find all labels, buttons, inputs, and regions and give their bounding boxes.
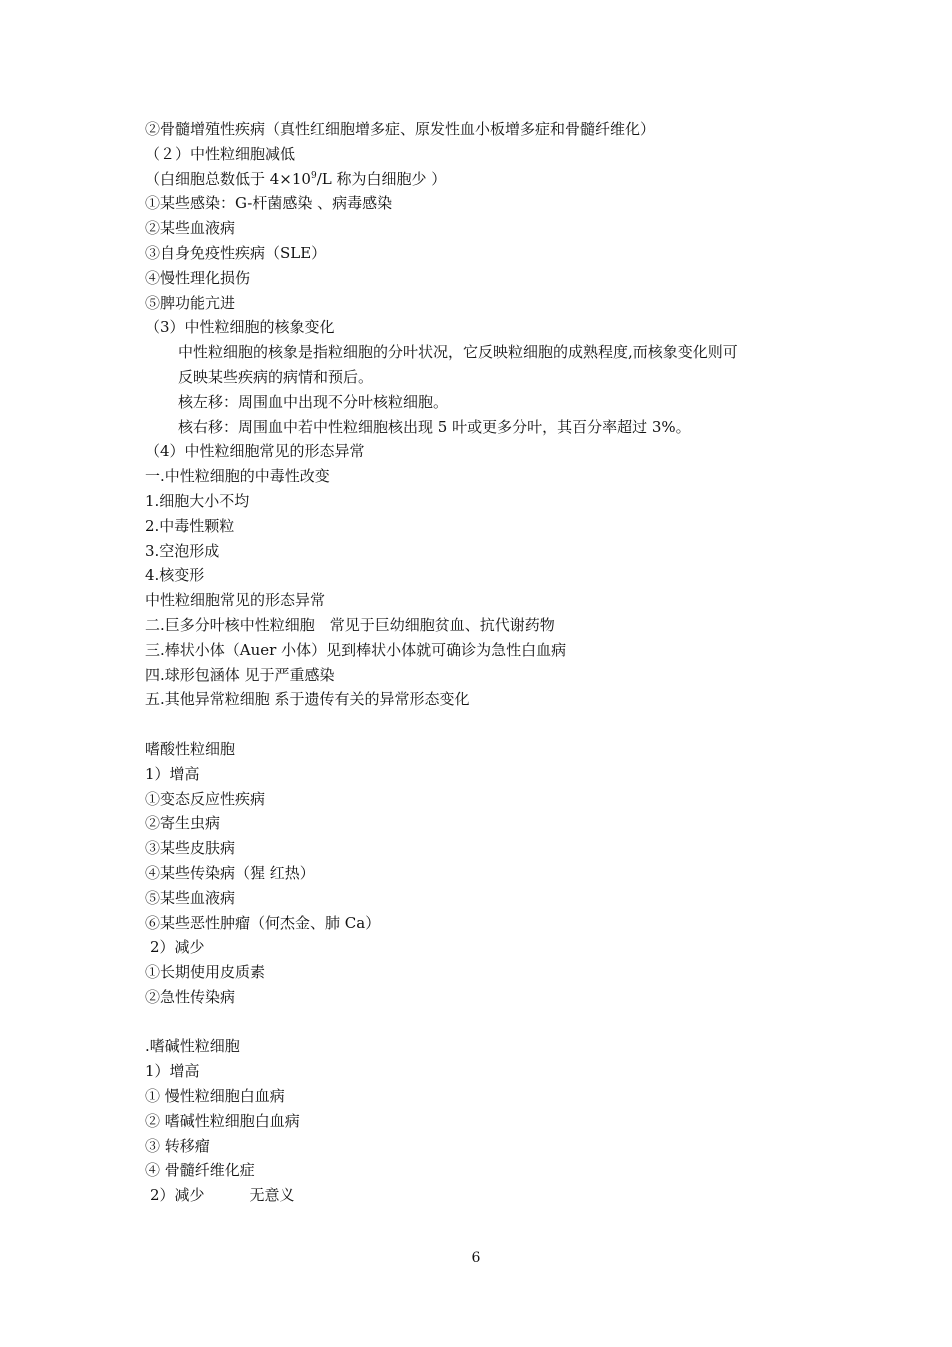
list-item: 三.棒状小体（Auer 小体）见到棒状小体就可确诊为急性白血病 (145, 640, 567, 659)
list-item: 五.其他异常粒细胞 系于遗传有关的异常形态变化 (145, 690, 470, 709)
list-item: 二.巨多分叶核中性粒细胞 常见于巨幼细胞贫血、抗代谢药物 (145, 615, 555, 634)
superscript: 9 (310, 170, 317, 181)
section-heading: （3）中性粒细胞的核象变化 (145, 318, 335, 337)
list-item: ⑤脾功能亢进 (145, 293, 236, 312)
list-item: 4.核变形 (145, 566, 205, 585)
section-heading: （２）中性粒细胞减低 (145, 144, 296, 163)
list-item: 2.中毒性颗粒 (145, 516, 235, 535)
list-item: ③自身免疫性疾病（SLE） (145, 243, 327, 262)
list-item: ②某些血液病 (145, 219, 236, 238)
section-heading: 嗜酸性粒细胞 (145, 739, 236, 758)
subsection-heading: 中性粒细胞常见的形态异常 (145, 591, 326, 610)
list-item: ④ 骨髓纤维化症 (145, 1161, 255, 1180)
list-item: ③ 转移瘤 (145, 1136, 210, 1155)
subsection-heading: 2）减少 无意义 (150, 1186, 295, 1205)
paragraph-line: 核右移：周围血中若中性粒细胞核出现 5 叶或更多分叶，其百分率超过 3%。 (178, 417, 691, 436)
list-item: ② 嗜碱性粒细胞白血病 (145, 1111, 300, 1130)
subsection-heading: 一.中性粒细胞的中毒性改变 (145, 467, 330, 486)
page-body (145, 117, 825, 1208)
list-item: ①变态反应性疾病 (145, 789, 266, 808)
subsection-heading: 1）增高 (145, 764, 200, 783)
text-line (145, 167, 825, 192)
section-heading: .嗜碱性粒细胞 (145, 1037, 240, 1056)
list-item: ②寄生虫病 (145, 814, 221, 833)
subsection-heading: 1）增高 (145, 1062, 200, 1081)
list-item: ① 慢性粒细胞白血病 (145, 1087, 285, 1106)
page-number: 6 (471, 1250, 481, 1266)
list-item: ①长期使用皮质素 (145, 963, 266, 982)
list-item: ⑤某些血液病 (145, 888, 236, 907)
list-item: ③某些皮肤病 (145, 839, 236, 858)
list-item: 3.空泡形成 (145, 541, 220, 560)
text-line: ②骨髓增殖性疾病（真性红细胞增多症、原发性血小板增多症和骨髓纤维化） (145, 120, 656, 138)
paragraph-line: 中性粒细胞的核象是指粒细胞的分叶状况，它反映粒细胞的成熟程度,而核象变化则可 (178, 343, 738, 362)
list-item: ④某些传染病（猩 红热） (145, 863, 315, 882)
paragraph-line: 反映某些疾病的病情和预后。 (178, 367, 374, 386)
list-item: ④慢性理化损伤 (145, 268, 251, 287)
paragraph-line: 核左移：周围血中出现不分叶核粒细胞。 (178, 392, 449, 411)
section-heading: （4）中性粒细胞常见的形态异常 (145, 442, 365, 461)
list-item: 1.细胞大小不均 (145, 491, 250, 510)
blank-line (145, 712, 825, 737)
blank-line (145, 1010, 825, 1035)
subsection-heading: 2）减少 (150, 938, 205, 957)
list-item: ②急性传染病 (145, 987, 236, 1006)
text-fragment: /L 称为白细胞少 ） (316, 169, 447, 188)
list-item: ⑥某些恶性肿瘤（何杰金、肺 Ca） (145, 913, 381, 932)
list-item: ①某些感染：G-杆菌感染 、病毒感染 (145, 194, 393, 213)
list-item: 四.球形包涵体 见于严重感染 (145, 665, 335, 684)
text-fragment: （白细胞总数低于 4×10 (145, 169, 311, 188)
